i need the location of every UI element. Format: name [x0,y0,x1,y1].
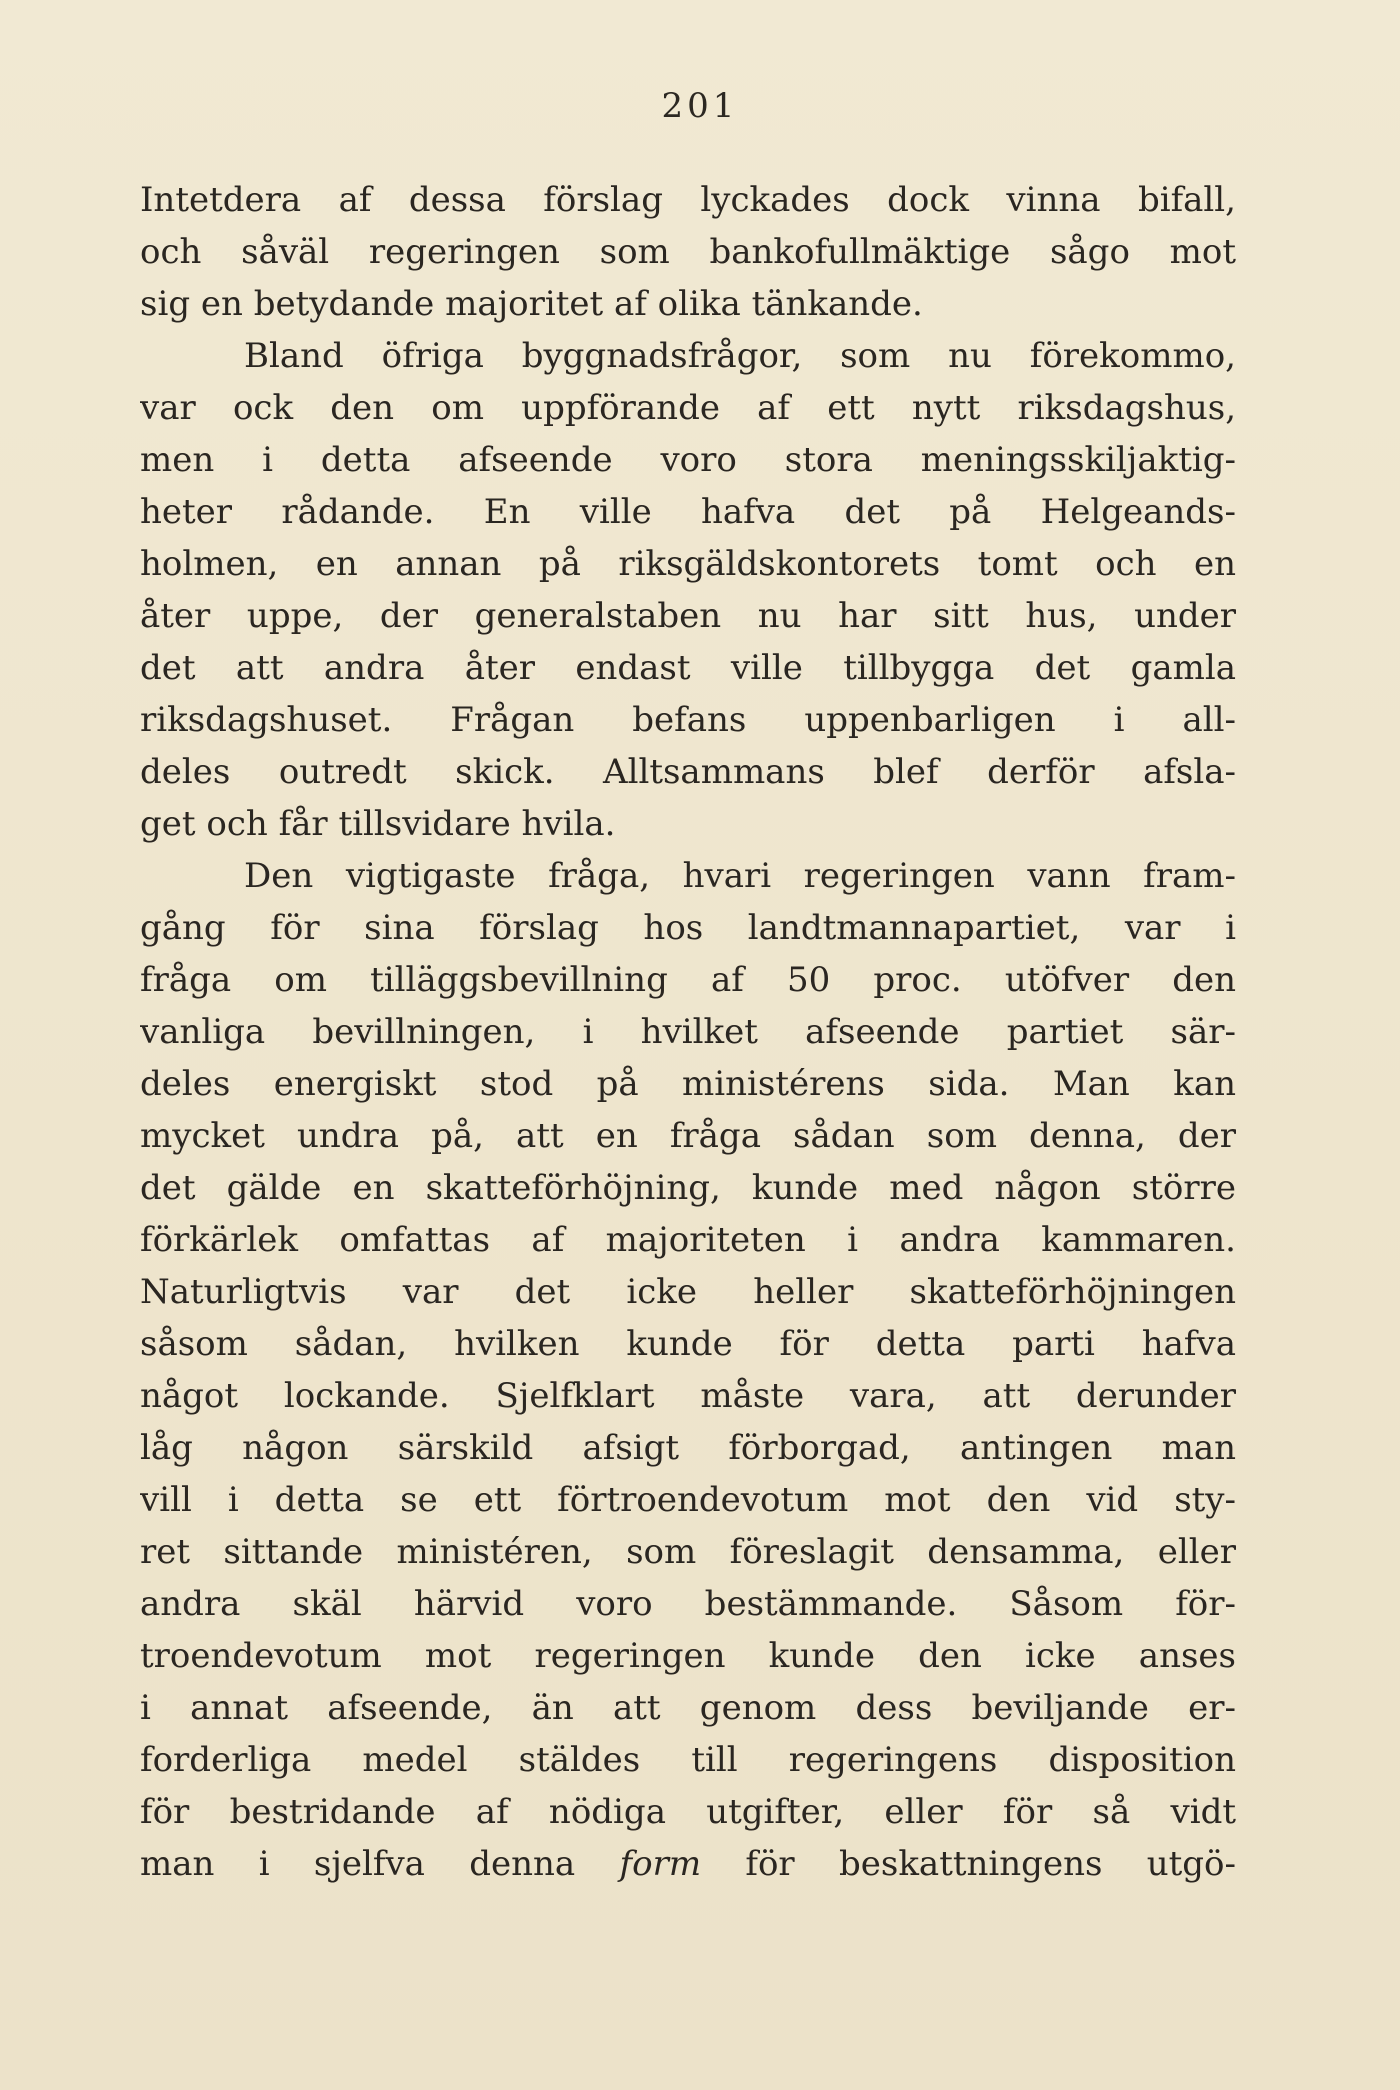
text-line: vill i detta se ett förtroendevotum mot den vid sty- [140,1480,1236,1520]
text-line: sig en betydande majoritet af olika tänkande. [140,284,923,324]
text-line-last [140,1838,1236,1890]
text-line: det gälde en skatteförhöjning, kunde med någon större [140,1168,1236,1208]
text-line: forderliga medel stäldes till regeringens disposition [140,1740,1236,1780]
text-line: och såväl regeringen som bankofullmäktige sågo mot [140,232,1236,272]
text-line: vanliga bevillningen, i hvilket afseende partiet sär- [140,1012,1236,1052]
page-number: 201 [661,86,739,126]
text-line: deles outredt skick. Alltsammans blef derför afsla- [140,752,1236,792]
text-line: Naturligtvis var det icke heller skatteförhöjningen [140,1272,1236,1312]
text-segment: man i sjelfva denna [140,1844,576,1884]
text-line: men i detta afseende voro stora meningsskiljaktig- [140,440,1236,480]
text-line: Intetdera af dessa förslag lyckades dock vinna bifall, [140,180,1236,220]
text-line: holmen, en annan på riksgäldskontorets tomt och en [140,544,1236,584]
text-line: deles energiskt stod på ministérens sida. Man kan [140,1064,1236,1104]
text-line: gång för sina förslag hos landtmannapartiet, var i [140,908,1236,948]
text-line: fråga om tilläggsbevillning af 50 proc. utöfver den [140,960,1236,1000]
text-line: förkärlek omfattas af majoriteten i andra kammaren. [140,1220,1236,1260]
text-line: det att andra åter endast ville tillbygga det gamla [140,648,1236,688]
text-line: troendevotum mot regeringen kunde den icke anses [140,1636,1236,1676]
text-line: Den vigtigaste fråga, hvari regeringen vann fram- [244,856,1236,896]
text-line: Bland öfriga byggnadsfrågor, som nu förekommo, [244,336,1236,376]
text-segment: för beskattningens utgö- [745,1844,1236,1884]
text-line: riksdagshuset. Frågan befans uppenbarligen i all- [140,700,1236,740]
text-line: åter uppe, der generalstaben nu har sitt hus, under [140,596,1236,636]
text-line: heter rådande. En ville hafva det på Helgeands- [140,492,1236,532]
text-line: mycket undra på, att en fråga sådan som denna, der [140,1116,1236,1156]
text-line: get och får tillsvidare hvila. [140,804,616,844]
text-line: låg någon särskild afsigt förborgad, antingen man [140,1428,1236,1468]
italic-word: form [619,1844,702,1884]
text-line: såsom sådan, hvilken kunde för detta parti hafva [140,1324,1236,1364]
text-line: något lockande. Sjelfklart måste vara, att derunder [140,1376,1236,1416]
text-line: i annat afseende, än att genom dess beviljande er- [140,1688,1236,1728]
text-line: ret sittande ministéren, som föreslagit densamma, eller [140,1532,1236,1572]
text-line: för bestridande af nödiga utgifter, eller för så vidt [140,1792,1236,1832]
body-text [140,174,1236,1890]
text-line: var ock den om uppförande af ett nytt riksdagshus, [140,388,1236,428]
text-line: andra skäl härvid voro bestämmande. Såsom för- [140,1584,1236,1624]
